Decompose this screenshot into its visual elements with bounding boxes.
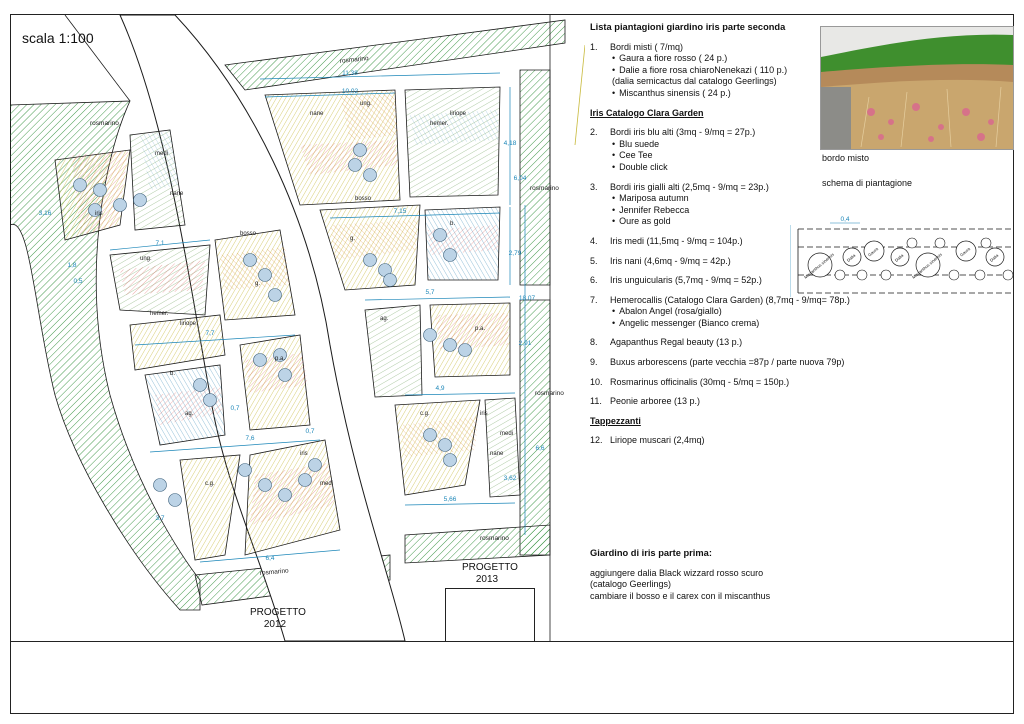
agapanthus-circle <box>114 199 127 212</box>
agapanthus-circle <box>279 369 292 382</box>
list-item-number: 9. <box>590 357 598 368</box>
dimension-value: 4,9 <box>435 385 445 392</box>
agapanthus-circle <box>239 464 252 477</box>
agapanthus-circle <box>364 169 377 182</box>
agapanthus-circle <box>259 269 272 282</box>
bed-label: b. <box>450 221 456 227</box>
part-one-line: (catalogo Geerlings) <box>590 579 672 590</box>
scale-label: scala 1:100 <box>22 30 94 46</box>
list-item-10 <box>590 377 820 389</box>
list-item-row <box>590 127 820 139</box>
list-item-row <box>590 256 820 268</box>
list-sub-item: • Blu suede <box>590 139 820 151</box>
list-item-11 <box>590 396 820 408</box>
dimension-value: 6,04 <box>513 175 527 182</box>
garden-plan <box>10 15 585 641</box>
list-item-text: Iris unguicularis (5,7mq - 9/mq = 52p.) <box>610 275 762 286</box>
schema-small-plant <box>981 238 991 248</box>
rosemary-label: rosmarino <box>480 535 509 542</box>
agapanthus-circle <box>439 439 452 452</box>
bed-label: liriope <box>450 111 467 117</box>
schema-width: 0,4 <box>840 216 850 223</box>
bed-label: iris <box>480 411 488 417</box>
schema-plant-label: Dalia <box>988 252 1000 263</box>
agapanthus-circle <box>444 454 457 467</box>
bed-label: g. <box>255 281 261 287</box>
list-item-number: 12. <box>590 435 603 446</box>
agapanthus-circle <box>299 474 312 487</box>
list-item-number: 5. <box>590 255 598 266</box>
agapanthus-circle <box>259 479 272 492</box>
schema-small-plant <box>935 238 945 248</box>
list-item-text: Hemerocallis (Catalogo Clara Garden) (8,7mq - 9/mq= 78p.) <box>610 294 850 305</box>
rosemary-label: rosmarino <box>339 55 369 65</box>
progetto-word: PROGETTO <box>250 607 306 618</box>
agapanthus-circle <box>424 429 437 442</box>
dimension-value: 5,66 <box>443 496 457 503</box>
list-item-text: Bordi misti ( 7/mq) <box>610 41 684 52</box>
agapanthus-circle <box>309 459 322 472</box>
dimension-value: 7,15 <box>393 208 407 215</box>
progetto-2012-label <box>250 607 306 631</box>
dimension-value: 0,7 <box>230 405 240 412</box>
dimension-value: 7,1 <box>155 240 165 247</box>
section-iris-title: Iris Catalogo Clara Garden <box>590 107 704 118</box>
schema-small-plant <box>949 270 959 280</box>
bed-label: p.a. <box>475 326 486 332</box>
schema-plant-label: Miscanthus sinensis <box>911 251 944 280</box>
bed-label: nane <box>170 191 184 197</box>
dimension-value: 1,8 <box>67 262 77 269</box>
schema-plant-label: Dalia <box>893 252 905 263</box>
list-item-number: 4. <box>590 235 598 246</box>
bed-label: nane <box>310 111 324 117</box>
dimension-value: 3,62 <box>503 475 517 482</box>
agapanthus-circle <box>194 379 207 392</box>
list-item-9 <box>590 357 845 369</box>
project-2013-frame <box>445 588 535 642</box>
bed-label: iris <box>95 211 103 217</box>
list-item-row <box>590 42 820 54</box>
schema-small-plant <box>907 238 917 248</box>
bed-label: ung. <box>360 101 372 107</box>
list-sub-item: • Mariposa autumn <box>590 193 820 205</box>
progetto-2013-label <box>462 562 518 586</box>
list-item-number: 8. <box>590 337 598 348</box>
schema-plant-label: Dalia <box>845 252 857 263</box>
progetto-year: 2012 <box>263 619 287 630</box>
part-one-notes <box>590 548 890 602</box>
agapanthus-circle <box>444 249 457 262</box>
list-item-row <box>590 275 820 287</box>
list-item-text: Agapanthus Regal beauty (13 p.) <box>610 337 743 348</box>
rosemary-label: rosmarino <box>259 567 289 577</box>
bed-label: medi <box>155 151 169 157</box>
bed-label: c.g. <box>205 481 215 487</box>
rosemary-label: rosmarino <box>90 120 119 127</box>
dimension-value: 3,16 <box>38 210 52 217</box>
list-item-text: Buxus arborescens (parte vecchia =87p / parte nuova 79p) <box>610 357 845 368</box>
list-title: Lista piantagioni giardino iris parte seconda <box>590 22 786 32</box>
bed-label: hemer. <box>150 311 169 317</box>
dimension-value: 7,6 <box>245 435 255 442</box>
schema-small-plant <box>857 270 867 280</box>
list-item-row <box>590 357 845 369</box>
rosemary-label: rosmarino <box>535 390 564 397</box>
list-item-row <box>590 337 820 349</box>
list-item-5 <box>590 256 820 268</box>
agapanthus-circle <box>134 194 147 207</box>
dimension-value: 18,07 <box>518 295 536 302</box>
list-item-row <box>590 435 820 447</box>
list-item-continuation: (dalia semicactus dal catalogo Geerlings) <box>612 76 777 87</box>
agapanthus-circle <box>354 144 367 157</box>
schema-small-plant <box>835 270 845 280</box>
list-item-text: Bordi iris gialli alti (2,5mq - 9/mq = 23p.) <box>610 181 769 192</box>
progetto-word: PROGETTO <box>462 562 518 573</box>
agapanthus-circle <box>169 494 182 507</box>
schema-plant-label: Gaura <box>866 246 880 258</box>
agapanthus-circle <box>349 159 362 172</box>
dimension-value: 2,79 <box>508 250 522 257</box>
dimension-value: 4,18 <box>503 140 517 147</box>
list-sub-item: • Oure as gold <box>590 216 820 228</box>
list-item-text: Iris medi (11,5mq - 9/mq = 104p.) <box>610 235 743 246</box>
schema-small-plant <box>1003 270 1013 280</box>
rosemary-label: rosmarino <box>530 185 559 192</box>
list-item-1 <box>590 42 820 100</box>
schema-small-plant <box>975 270 985 280</box>
agapanthus-circle <box>384 274 397 287</box>
list-item-7 <box>590 294 850 330</box>
bed-label: bosso <box>240 231 257 237</box>
bed-label: ag. <box>380 316 389 322</box>
agapanthus-circle <box>279 489 292 502</box>
list-item-number: 1. <box>590 41 598 52</box>
list-sub-item: • Gaura a fiore rosso ( 24 p.) <box>590 53 820 65</box>
agapanthus-circle <box>424 329 437 342</box>
list-item-number: 6. <box>590 275 598 286</box>
list-sub-item: • Cee Tee <box>590 150 820 162</box>
border-photo <box>820 26 1014 150</box>
dimension-value: 6,4 <box>265 555 275 562</box>
dimension-value: 11,38 <box>342 70 358 77</box>
dimension-value: 10,02 <box>341 88 359 95</box>
agapanthus-circle <box>254 354 267 367</box>
dimension-value: 5,7 <box>425 289 435 296</box>
list-item-text: Bordi iris blu alti (3mq - 9/mq = 27p.) <box>610 127 756 138</box>
list-sub-item: • Dalie a fiore rosa chiaroNenekazi ( 110 p.) <box>590 65 820 77</box>
agapanthus-circle <box>204 394 217 407</box>
bed-label: p.a. <box>275 356 286 362</box>
dimension-value: 2,91 <box>518 340 532 347</box>
bed-label: ung. <box>140 256 152 262</box>
schema-plant-label: Miscanthus sinensis <box>803 251 836 280</box>
list-item-text: Liriope muscari (2,4mq) <box>610 435 705 446</box>
part-one-title: Giardino di iris parte prima: <box>590 548 712 558</box>
list-item-row <box>590 377 820 389</box>
agapanthus-circle <box>244 254 257 267</box>
schema-caption: schema di piantagione <box>822 178 913 188</box>
photo-caption: bordo misto <box>822 153 870 163</box>
list-sub-item: • Jennifer Rebecca <box>590 205 820 217</box>
list-item-row <box>590 294 850 307</box>
section-tappezzanti-title: Tappezzanti <box>590 415 641 426</box>
bed-label: ag. <box>185 411 194 417</box>
list-item-text: Rosmarinus officinalis (30mq - 5/mq = 150p.) <box>610 376 790 387</box>
bed-label: medi <box>500 431 514 437</box>
list-item-number: 11. <box>590 396 602 407</box>
list-item-row <box>590 236 820 248</box>
agapanthus-circle <box>269 289 282 302</box>
schema-small-plant <box>881 270 891 280</box>
schema-plant-label: Gaura <box>958 246 972 258</box>
agapanthus-circle <box>154 479 167 492</box>
list-item-4 <box>590 236 820 248</box>
bed-label: hemer. <box>430 121 449 127</box>
list-item-3 <box>590 182 820 228</box>
list-item-6 <box>590 275 820 287</box>
bed-label: b. <box>170 371 176 377</box>
bed-label: nane <box>490 451 504 457</box>
dimension-value: 0,7 <box>305 428 315 435</box>
agapanthus-circle <box>434 229 447 242</box>
bed-label: c.g. <box>420 411 430 417</box>
bed-label: medi <box>320 481 334 487</box>
bed-label: bosso <box>355 196 372 202</box>
agapanthus-circle <box>74 179 87 192</box>
agapanthus-circle <box>364 254 377 267</box>
part-one-line: aggiungere dalia Black wizzard rosso scuro <box>590 567 764 578</box>
progetto-year: 2013 <box>475 574 499 585</box>
list-sub-item: • Abalon Angel (rosa/giallo) <box>590 306 820 318</box>
bed-label: g. <box>350 236 356 242</box>
agapanthus-circle <box>459 344 472 357</box>
dimension-value: 6,6 <box>535 445 545 452</box>
list-sub-item: • Angelic messenger (Bianco crema) <box>590 318 820 330</box>
bed-label: liriope <box>180 321 197 327</box>
list-item-number: 3. <box>590 181 598 192</box>
dimension-value: 0,5 <box>73 278 83 285</box>
list-item-12 <box>590 435 820 447</box>
schema-plants <box>803 238 1013 280</box>
list-item-text: Peonie arboree (13 p.) <box>610 396 701 407</box>
list-item-text: Iris nani (4,6mq - 9/mq = 42p.) <box>610 255 731 266</box>
list-item-number: 2. <box>590 127 598 138</box>
list-item-row <box>590 396 820 408</box>
part-one-line: cambiare il bosso e il carex con il miscanthus <box>590 590 771 601</box>
list-sub-item: • Miscanthus sinensis ( 24 p.) <box>590 88 820 100</box>
agapanthus-circle <box>94 184 107 197</box>
list-item-number: 10. <box>590 376 603 387</box>
list-sub-item: • Double click <box>590 162 820 174</box>
list-item-2 <box>590 127 820 173</box>
list-item-8 <box>590 337 820 349</box>
dimension-value: 7,7 <box>205 330 215 337</box>
list-item-number: 7. <box>590 294 598 305</box>
list-item-row <box>590 182 820 194</box>
dimension-value: 3,7 <box>155 515 165 522</box>
planting-schema <box>790 215 1014 310</box>
bed-label: iris <box>300 451 308 457</box>
agapanthus-circle <box>444 339 457 352</box>
